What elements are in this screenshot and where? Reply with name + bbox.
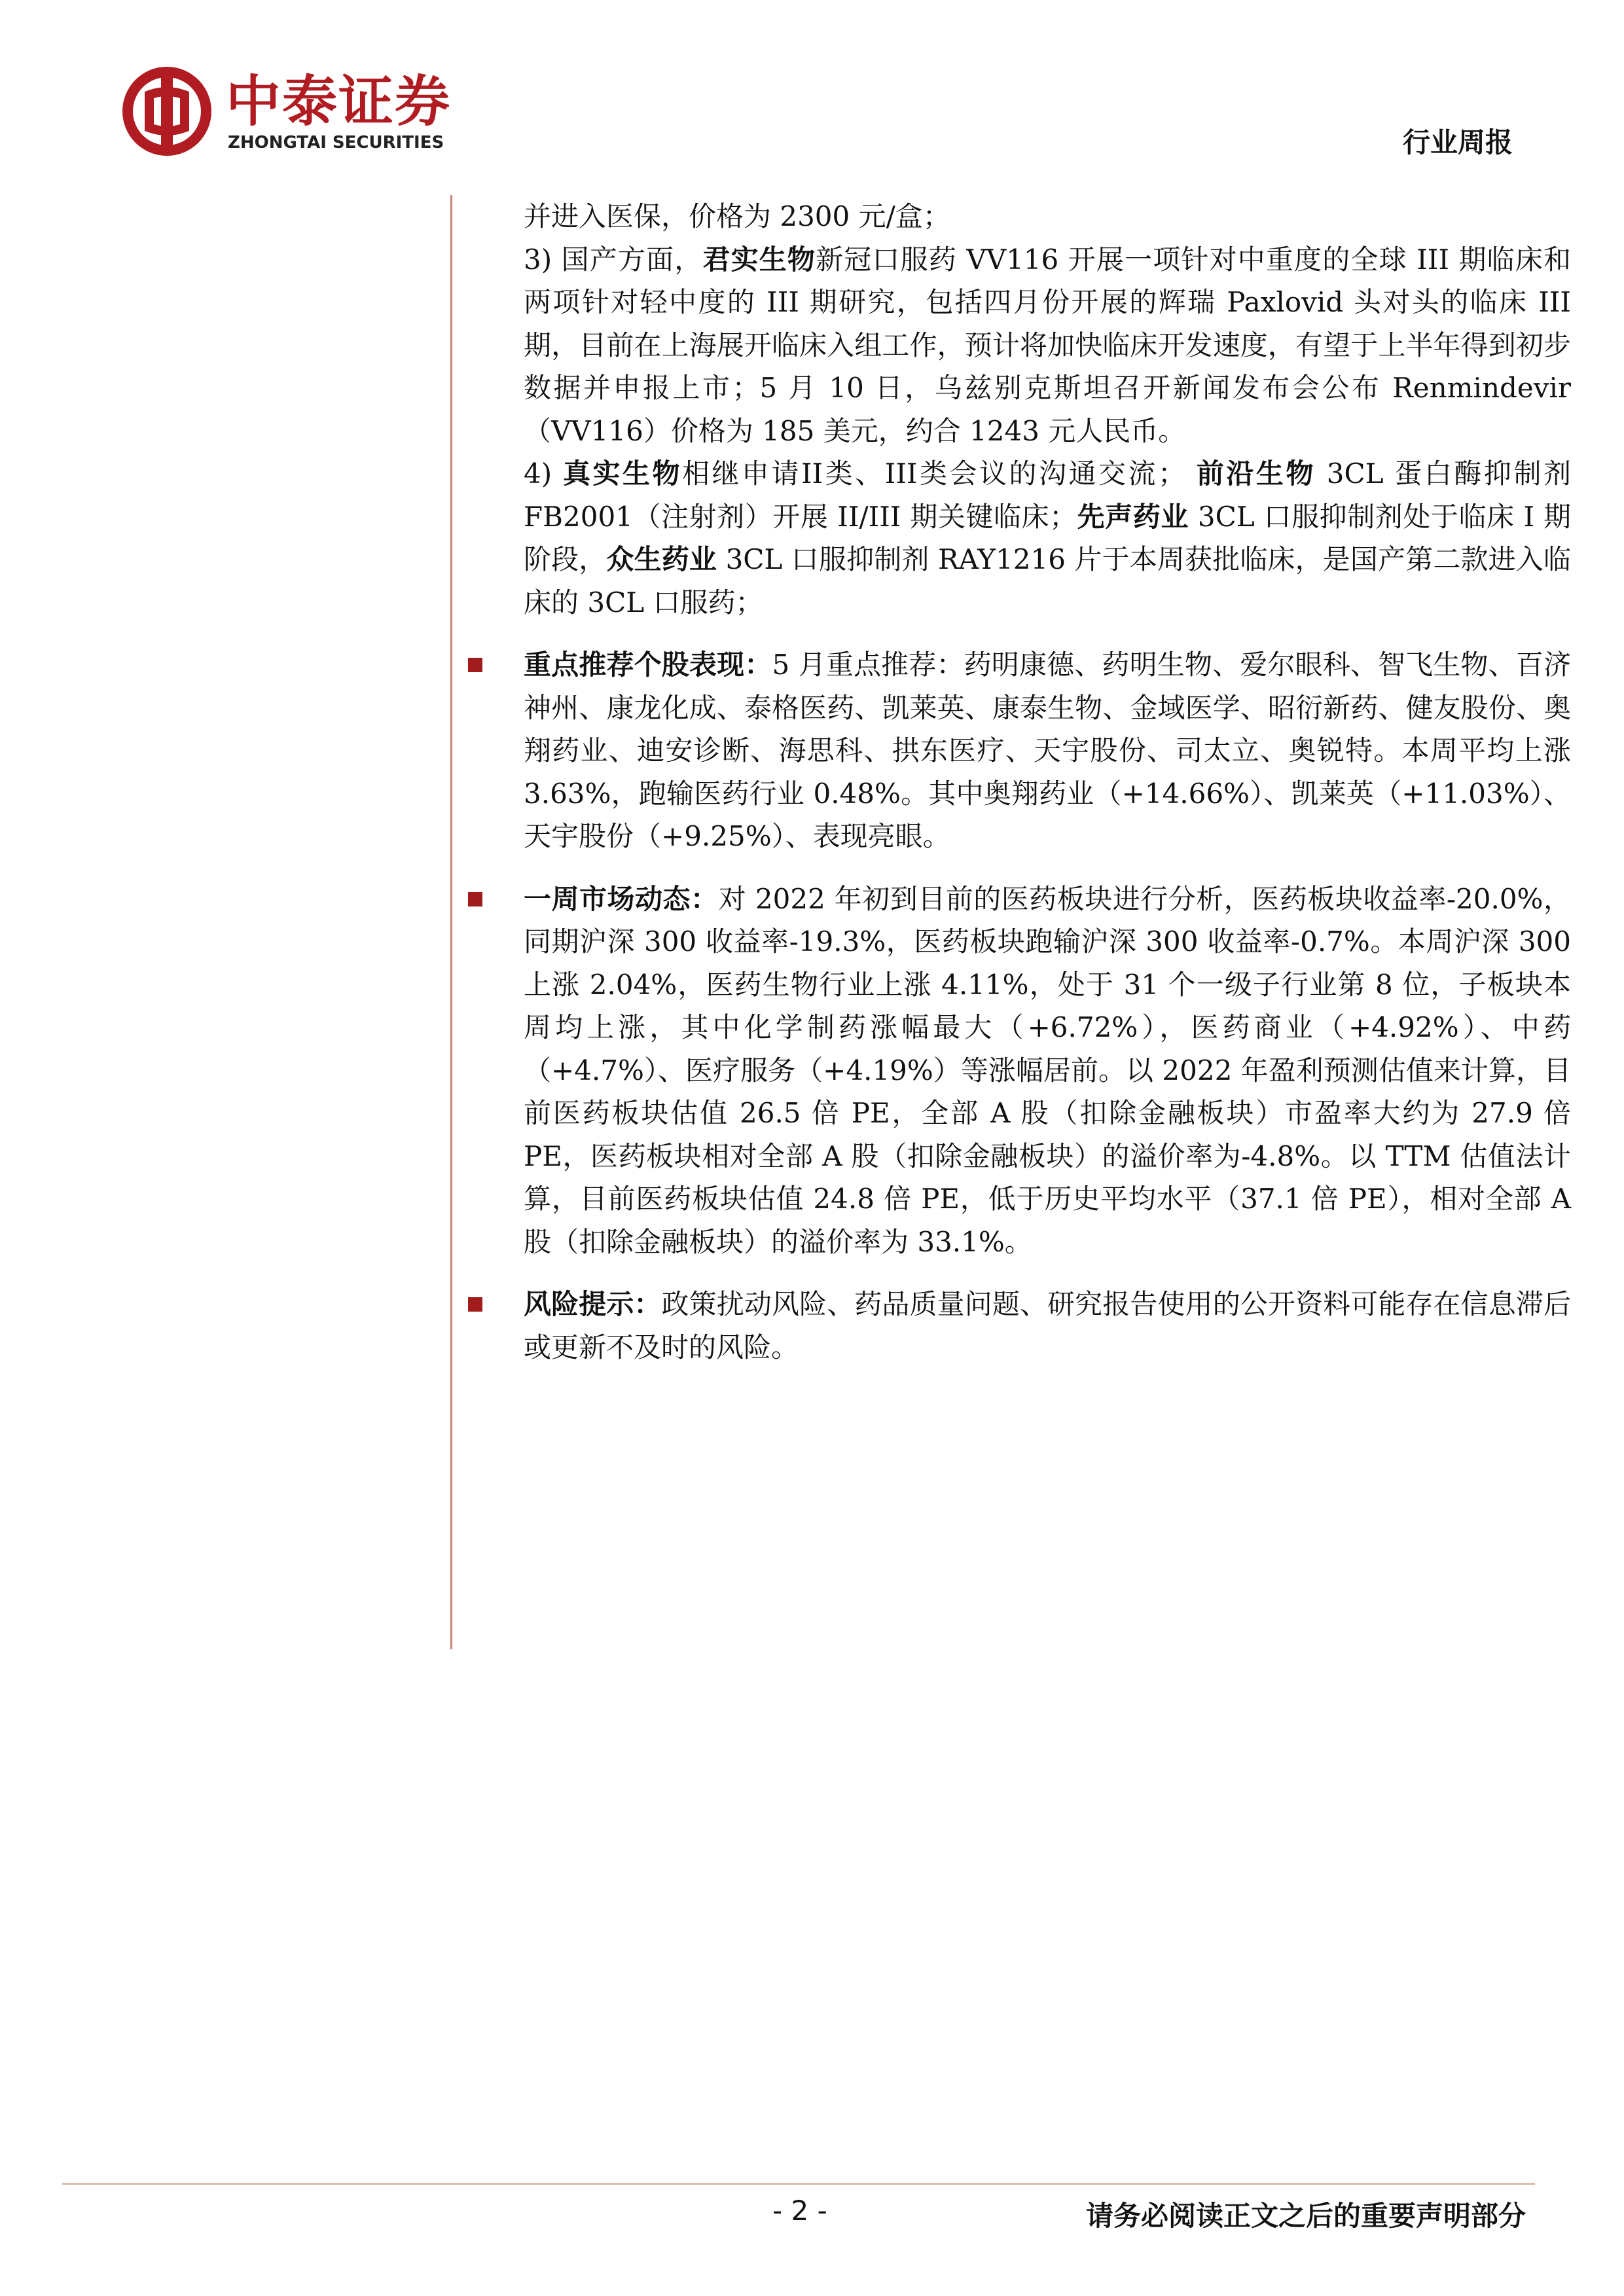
company-logo [118,62,497,167]
bullet-text: 5 月重点推荐：药明康德、药明生物、爱尔眼科、智飞生物、百济神州、康龙化成、泰格医药、凯莱英、康泰生物、金域医学、昭衍新药、健友股份、奥翔药业、迪安诊断、海思科、拱东医疗、天宇股份、司太立、奥锐特。本周平均上涨 3.63%，跑输医药行业 0.48%。其中奥翔药业（+14.66%）、凯莱英（+11.03%）、天宇股份（+9.25%）、表现亮眼。 [524,649,1571,852]
zhongtai-logo-icon [118,62,216,160]
item-4: 4) 真实生物相继申请II类、III类会议的沟通交流； 前沿生物 3CL 蛋白酶抑制剂 FB2001（注射剂）开展 II/III 期关键临床；先声药业 3CL 口服抑制剂处于临床 I 期阶段，众生药业 3CL 口服抑制剂 RAY1216 片于本周获批临床，是国产第二款进入临床的 3CL 口服药； [524,457,1571,619]
company-name: 先声药业 [1077,500,1189,533]
bullet-risk-warning [524,1283,1571,1369]
main-content [524,195,1571,1369]
continuation-line: 并进入医保，价格为 2300 元/盒； [524,200,950,232]
square-bullet-icon [468,658,482,672]
company-name: 前沿生物 [1196,457,1316,490]
square-bullet-icon [468,892,482,906]
drug-updates [524,195,1571,624]
company-name: 君实生物 [702,243,816,276]
footer-disclaimer: 请务必阅读正文之后的重要声明部分 [1085,2200,1526,2232]
company-name: 真实生物 [562,457,682,490]
item-3: 3) 国产方面，君实生物新冠口服药 VV116 开展一项针对中重度的全球 III 期临床和两项针对轻中度的 III 期研究，包括四月份开展的辉瑞 Paxlovid 头对头的临床 III 期，目前在上海展开临床入组工作，预计将加快临床开发速度，有望于上半年得到初步数据并申报上市；5 月 10 日，乌兹别克斯坦召开新闻发布会公布 Renmindevir（VV116）价格为 185 美元，约合 1243 元人民币。 [524,243,1571,447]
page-number: - 2 - [772,2195,827,2227]
logo-chinese-name: 中泰证券 [226,69,452,134]
bullet-market-dynamics [524,878,1571,1264]
bullet-text: 政策扰动风险、药品质量问题、研究报告使用的公开资料可能存在信息滞后或更新不及时的风险。 [524,1288,1571,1363]
company-name: 众生药业 [606,543,717,575]
bullet-title: 一周市场动态： [524,882,719,915]
bullet-title: 重点推荐个股表现： [524,649,772,681]
bullet-recommended-stocks [524,643,1571,858]
left-vertical-rule [450,195,452,1649]
bullet-text: 对 2022 年初到目前的医药板块进行分析，医药板块收益率-20.0%，同期沪深 300 收益率-19.3%，医药板块跑输沪深 300 收益率-0.7%。本周沪深 300 上涨 2.04%，医药生物行业上涨 4.11%，处于 31 个一级子行业第 8 位，子板块本周均上涨，其中化学制药涨幅最大（+6.72%），医药商业（+4.92%）、中药（+4.7%）、医疗服务（+4.19%）等涨幅居前。以 2022 年盈利预测估值来计算，目前医药板块估值 26.5 倍 PE，全部 A 股（扣除金融板块）市盈率大约为 27.9 倍 PE，医药板块相对全部 A 股（扣除金融板块）的溢价率为-4.8%。以 TTM 估值法计算，目前医药板块估值 24.8 倍 PE，低于历史平均水平（37.1 倍 PE），相对全部 A 股（扣除金融板块）的溢价率为 33.1%。 [524,882,1571,1258]
square-bullet-icon [468,1297,482,1312]
report-type-label: 行业周报 [1402,126,1513,158]
footer-divider [62,2183,1535,2185]
logo-english-name: ZHONGTAI SECURITIES [228,133,444,152]
bullet-title: 风险提示： [524,1288,662,1320]
